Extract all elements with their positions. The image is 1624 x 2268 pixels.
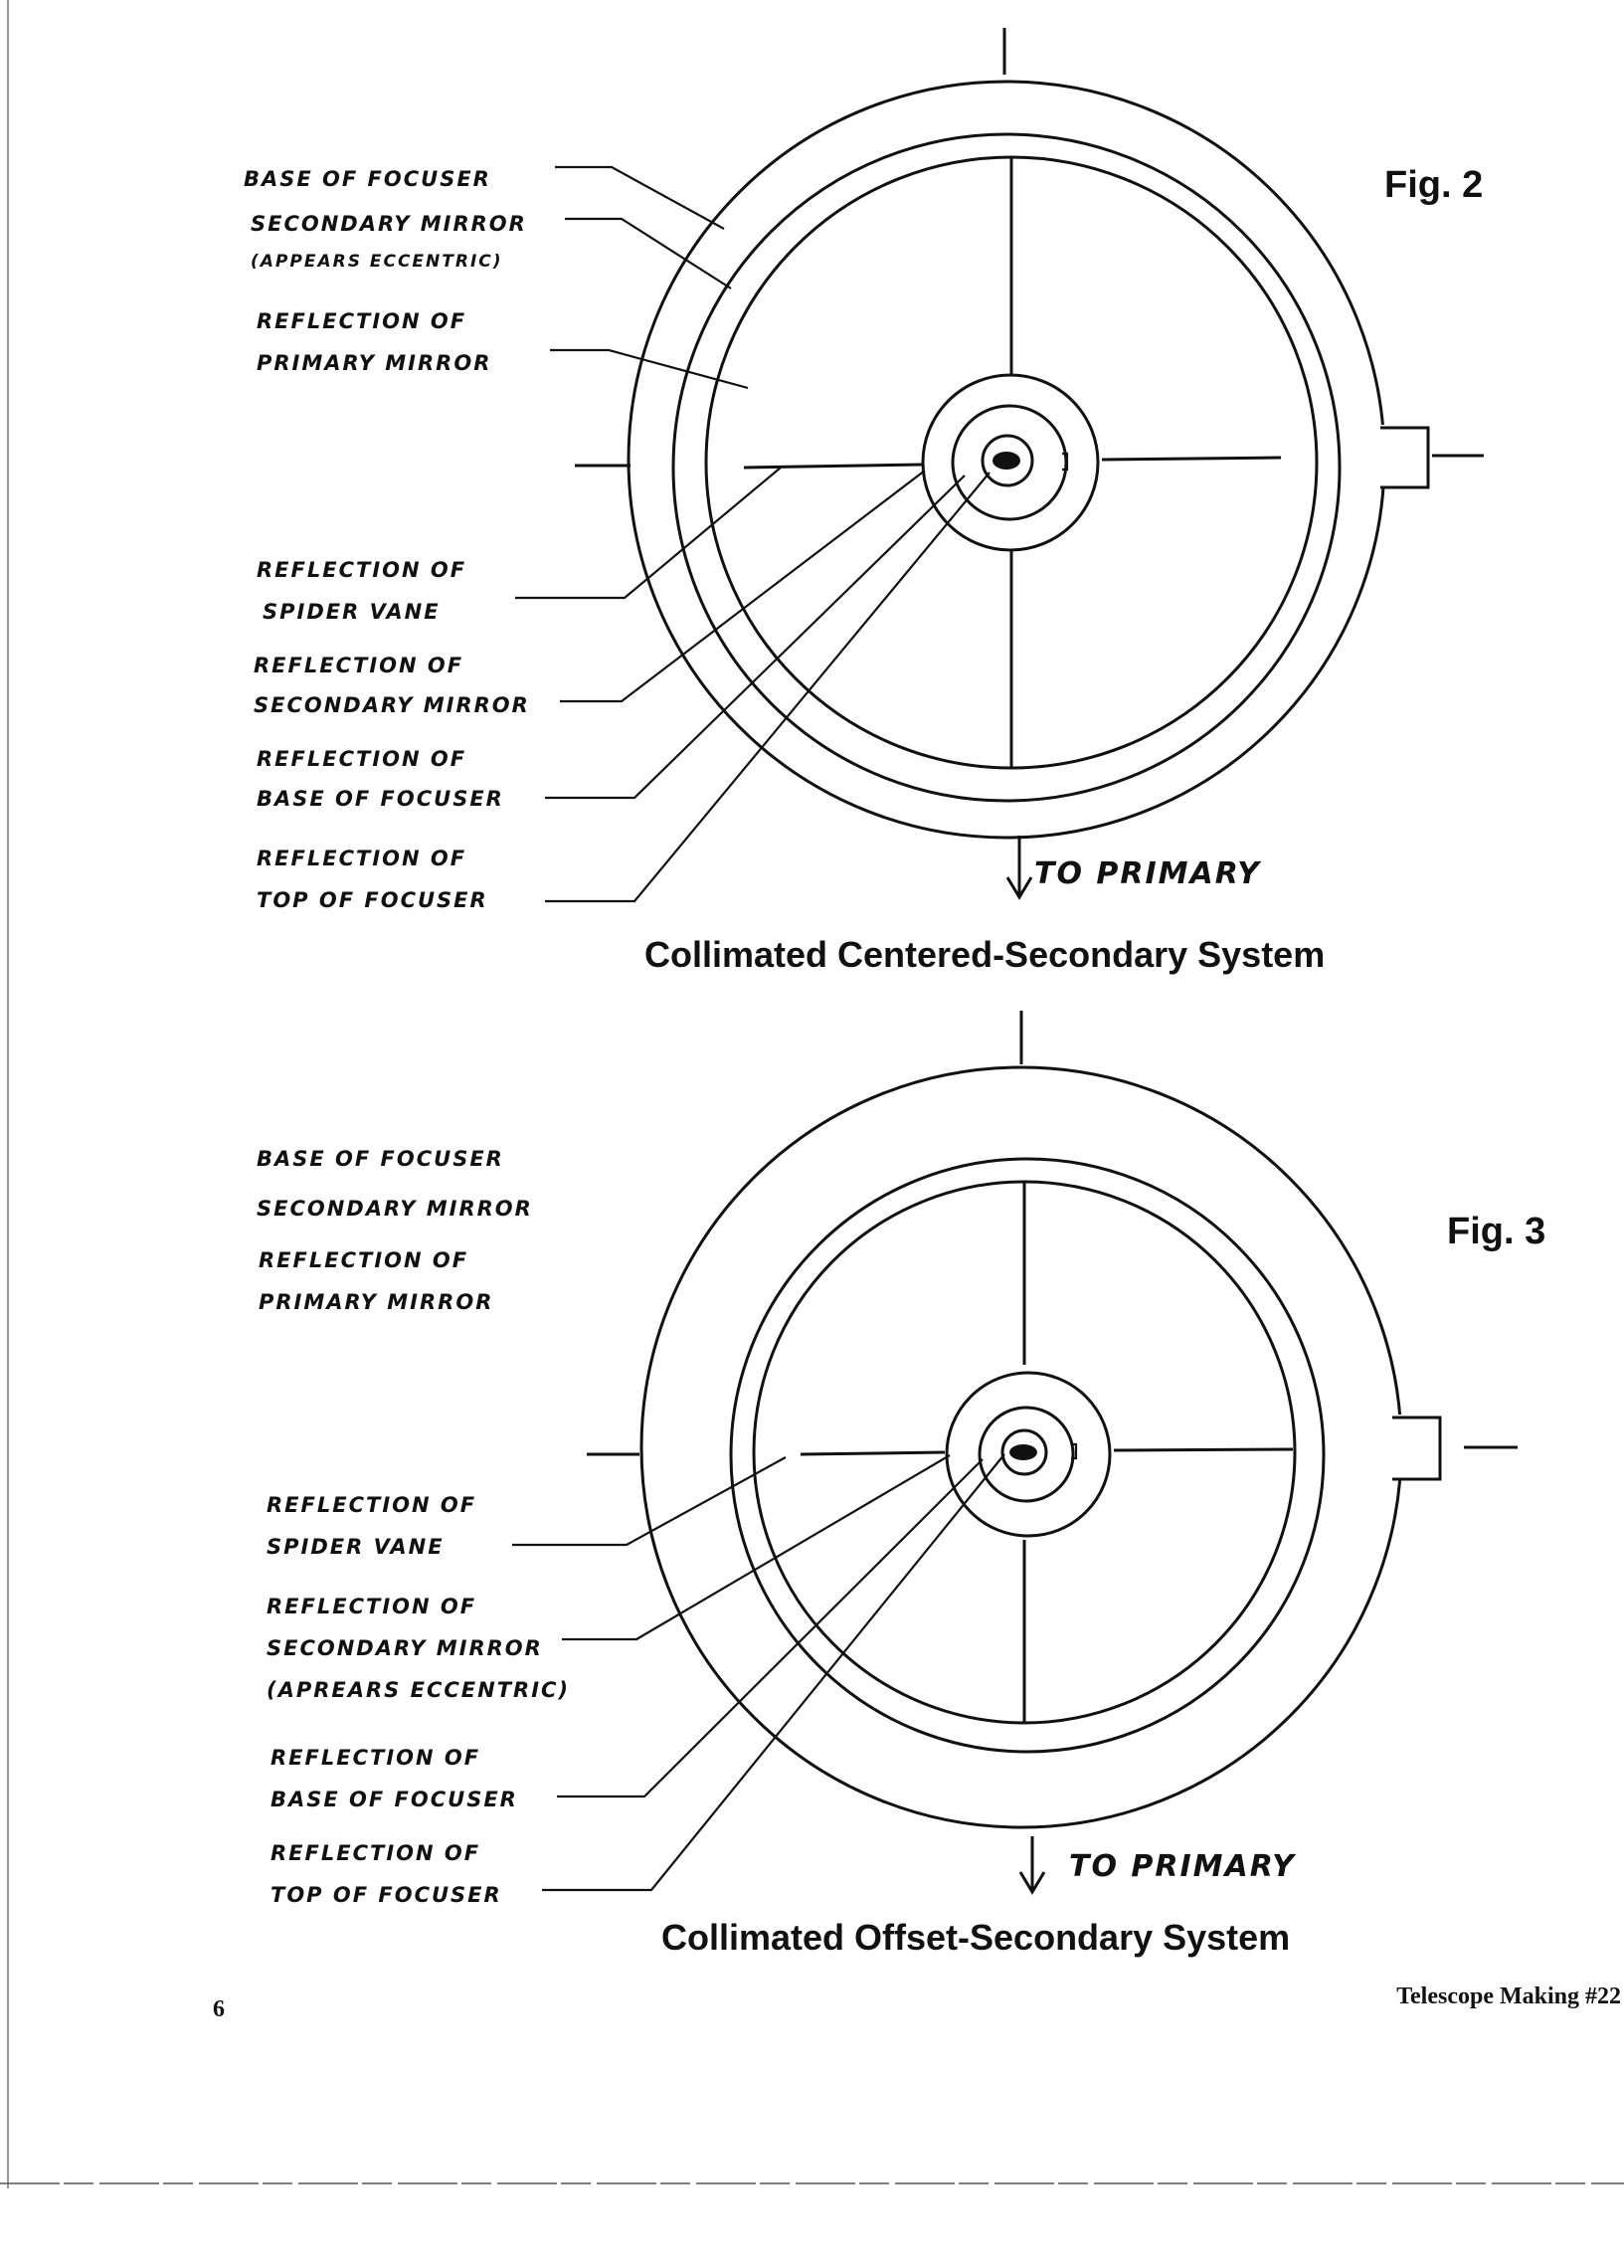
leader-base-reflection [557, 1459, 983, 1796]
leader-top-reflection [545, 472, 990, 901]
eye-pupil [992, 452, 1020, 470]
eye-pupil [1009, 1444, 1037, 1460]
spider-vane-right [1114, 1449, 1293, 1450]
leader-top-reflection [542, 1454, 1004, 1890]
page-number: 6 [213, 1996, 225, 2022]
leader-spider-vane [515, 468, 781, 598]
fig-3-label: Fig. 3 [1447, 1211, 1546, 1252]
label-base-of-focuser: BASE OF FOCUSER [257, 1147, 504, 1171]
label-top-reflection: REFLECTION OF TOP OF FOCUSER [257, 847, 488, 912]
leader-spider-vane [512, 1457, 786, 1545]
caption-fig-3: Collimated Offset-Secondary System [661, 1917, 1291, 1958]
label-secondary-reflection: REFLECTION OF SECONDARY MIRROR [254, 654, 530, 717]
label-spider-reflection: REFLECTION OF SPIDER VANE [267, 1493, 477, 1559]
spider-vane-left [744, 465, 923, 468]
label-secondary-mirror: SECONDARY MIRROR (APPEARS ECCENTRIC) [251, 212, 527, 272]
label-secondary-mirror: SECONDARY MIRROR [257, 1197, 533, 1221]
spider-vane-right [1102, 458, 1281, 460]
label-spider-reflection: REFLECTION OF SPIDER VANE [257, 558, 467, 624]
label-base-of-focuser: BASE OF FOCUSER [244, 167, 491, 191]
leader-base-reflection [545, 475, 965, 798]
label-primary-reflection: REFLECTION OF PRIMARY MIRROR [259, 1248, 494, 1314]
publication-footer: Telescope Making #22 [1396, 1984, 1621, 2009]
to-primary-label: TO PRIMARY [1069, 1849, 1296, 1884]
label-top-reflection: REFLECTION OF TOP OF FOCUSER [271, 1841, 502, 1907]
fig-2-label: Fig. 2 [1384, 164, 1484, 206]
label-base-reflection: REFLECTION OF BASE OF FOCUSER [271, 1746, 518, 1811]
leader-secondary-reflection [560, 471, 925, 701]
label-base-reflection: REFLECTION OF BASE OF FOCUSER [257, 747, 504, 811]
to-primary-label: TO PRIMARY [1034, 856, 1261, 891]
caption-fig-2: Collimated Centered-Secondary System [644, 934, 1326, 975]
spider-vane-left [801, 1452, 945, 1454]
label-secondary-reflection: REFLECTION OF SECONDARY MIRROR (APREARS ECCENTRIC) [267, 1595, 571, 1702]
figure-2 [244, 28, 1484, 975]
label-primary-reflection: REFLECTION OF PRIMARY MIRROR [257, 309, 492, 375]
figure-3 [257, 1011, 1545, 1958]
